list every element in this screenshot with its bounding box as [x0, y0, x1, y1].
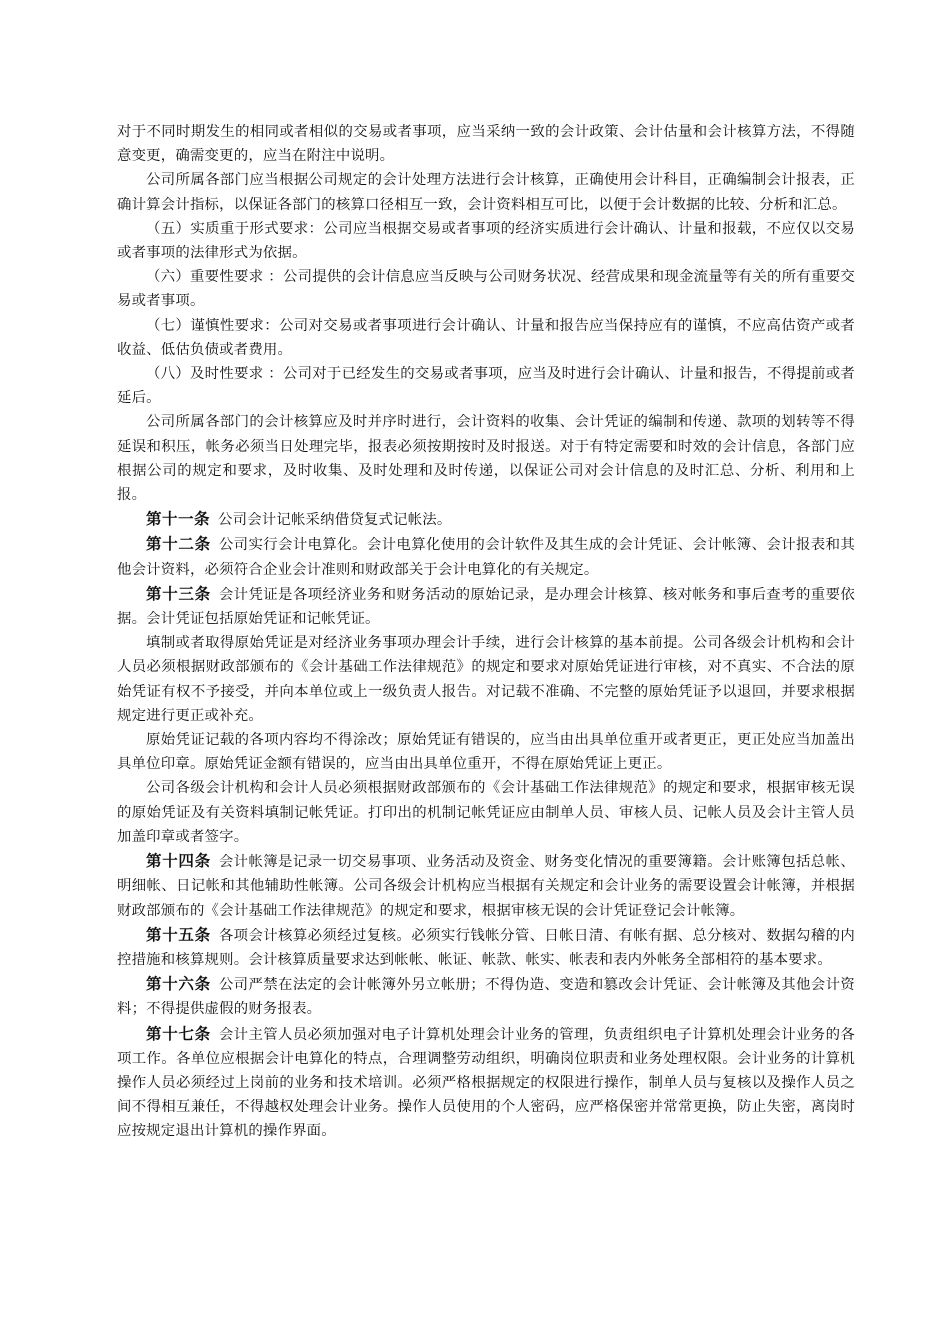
paragraph: 公司所属各部门应当根据公司规定的会计处理方法进行会计核算，正确使用会计科目，正确编制会计报表，正确计算会计指标，以保证各部门的核算口径相互一致，会计资料相互可比，以便于会计数据的比较、分析和汇总。 — [117, 172, 855, 213]
paragraph: 原始凭证记载的各项内容均不得涂改；原始凭证有错误的，应当由出具单位重开或者更正，更正处应当加盖出具单位印章。原始凭证金额有错误的，应当由出具单位重开，不得在原始凭证上更正。 — [117, 732, 855, 773]
article-text: 会计主管人员必须加强对电子计算机处理会计业务的管理，负责组织电子计算机处理会计业务的各项工作。各单位应根据会计电算化的特点，合理调整劳动组织，明确岗位职责和业务处理权限。会计业务的计算机操作人员必须经过上岗前的业务和技术培训。必须严格根据规定的权限进行操作，制单人员与复核以及操作人员之间不得相互兼任，不得越权处理会计业务。操作人员使用的个人密码，应严格保密并常常更换，防止失密，离岗时应按规定退出计算机的操作界面。 — [117, 1026, 855, 1140]
paragraph: 对于不同时期发生的相同或者相似的交易或者事项，应当采纳一致的会计政策、会计估量和会计核算方法，不得随意变更，确需变更的，应当在附注中说明。 — [117, 124, 855, 165]
article-number: 第十三条 — [146, 584, 211, 603]
article-number: 第十七条 — [146, 1024, 211, 1043]
article-number: 第十六条 — [146, 975, 211, 994]
article-text: 会计帐簿是记录一切交易事项、业务活动及资金、财务变化情况的重要簿籍。会计账簿包括总帐、明细帐、日记帐和其他辅助性帐簿。公司各级会计机构应当根据有关规定和会计业务的需要设置会计帐簿，并根据财政部颁布的《会计基础工作法律规范》的规定和要求，根据审核无误的会计凭证登记会计帐簿。 — [117, 854, 855, 919]
article-text: 公司实行会计电算化。会计电算化使用的会计软件及其生成的会计凭证、会计帐簿、会计报表和其他会计资料，必须符合企业会计准则和财政部关于会计电算化的有关规定。 — [117, 537, 855, 578]
article-number: 第十四条 — [146, 852, 211, 871]
article-text: 公司严禁在法定的会计帐簿外另立帐册；不得伪造、变造和篡改会计凭证、会计帐簿及其他会计资料；不得提供虚假的财务报表。 — [117, 977, 855, 1018]
article-17 — [117, 1022, 855, 1144]
article-11 — [117, 507, 855, 532]
article-14 — [117, 849, 855, 923]
paragraph: （六）重要性要求 ：公司提供的会计信息应当反映与公司财务状况、经营成果和现金流量等有关的所有重要交易或者事项。 — [117, 269, 855, 310]
article-number: 第十五条 — [146, 925, 211, 944]
paragraph: 公司各级会计机构和会计人员必须根据财政部颁布的《会计基础工作法律规范》的规定和要求，根据审核无误的原始凭证及有关资料填制记帐凭证。打印出的机制记帐凭证应由制单人员、审核人员、记帐人员及会计主管人员加盖印章或者签字。 — [117, 780, 855, 845]
article-number: 第十二条 — [146, 535, 211, 554]
paragraph: 公司所属各部门的会计核算应及时并序时进行，会计资料的收集、会计凭证的编制和传递、款项的划转等不得延误和积压，帐务必须当日处理完毕，报表必须按期按时及时报送。对于有特定需要和时效的会计信息，各部门应根据公司的规定和要求，及时收集、及时处理和及时传递，以保证公司对会计信息的及时汇总、分析、利用和上报。 — [117, 414, 855, 504]
paragraph: （七）谨慎性要求：公司对交易或者事项进行会计确认、计量和报告应当保持应有的谨慎，不应高估资产或者收益、低估负债或者费用。 — [117, 317, 855, 358]
paragraph: （五）实质重于形式要求：公司应当根据交易或者事项的经济实质进行会计确认、计量和报载，不应仅以交易或者事项的法律形式为依据。 — [117, 220, 855, 262]
article-15 — [117, 923, 855, 972]
paragraph: 填制或者取得原始凭证是对经济业务事项办理会计手续，进行会计核算的基本前提。公司各级会计机构和会计人员必须根据财政部颁布的《会计基础工作法律规范》的规定和要求对原始凭证进行审核，对不真实、不合法的原始凭证有权不予接受，并向本单位或上一级负责人报告。对记载不准确、不完整的原始凭证予以退回，并要求根据规定进行更正或补充。 — [117, 635, 855, 724]
document-body — [117, 120, 855, 1144]
article-12 — [117, 532, 855, 581]
article-number: 第十一条 — [146, 510, 211, 529]
article-text: 各项会计核算必须经过复核。必须实行钱帐分管、日帐日清、有帐有据、总分核对、数据勾稽的内控措施和核算规则。会计核算质量要求达到帐帐、帐证、帐款、帐实、帐表和表内外帐务全部相符的基本要求。 — [117, 927, 855, 968]
article-text: 公司会计记帐采纳借贷复式记帐法。 — [218, 512, 452, 529]
article-13 — [117, 582, 855, 631]
article-text: 会计凭证是各项经济业务和财务活动的原始记录，是办理会计核算、核对帐务和事后查考的重要依据。会计凭证包括原始凭证和记帐凭证。 — [117, 586, 855, 628]
paragraph: （八）及时性要求 ：公司对于已经发生的交易或者事项，应当及时进行会计确认、计量和报告，不得提前或者延后。 — [117, 366, 855, 407]
article-16 — [117, 972, 855, 1021]
